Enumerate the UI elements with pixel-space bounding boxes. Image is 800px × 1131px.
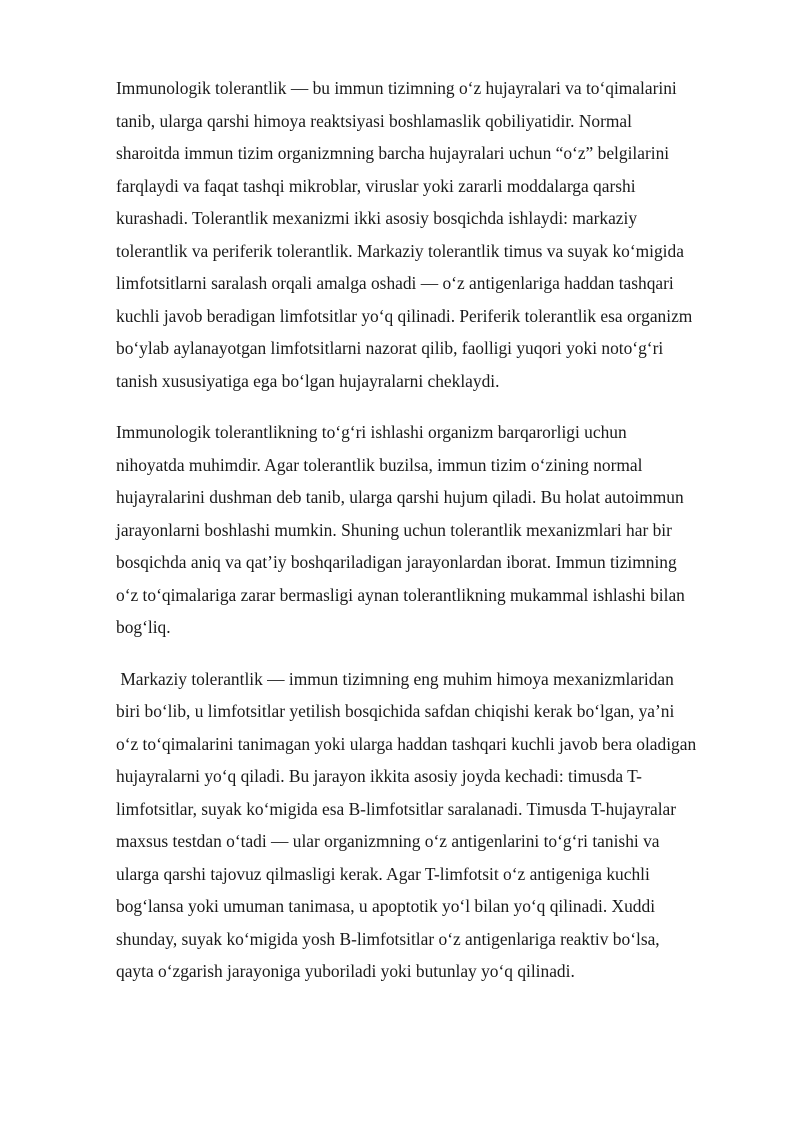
text-line: farqlaydi va faqat tashqi mikroblar, viruslar yoki zararli moddalarga qarshi [116,175,636,196]
text-line: bog‘liq. [116,617,171,637]
text-line: maxsus testdan o‘tadi — ular organizmning o‘z antigenlarini to‘g‘ri tanishi va [116,831,660,851]
text-line: kuchli javob beradigan limfotsitlar yo‘q qilinadi. Periferik tolerantlik esa organizm [116,305,693,326]
paragraph-3 [116,663,748,988]
text-line: hujayralarini dushman deb tanib, ularga qarshi hujum qiladi. Bu holat autoimmun [116,487,684,507]
text-line: limfotsitlarni saralash orqali amalga oshadi — o‘z antigenlariga haddan tashqari [116,273,674,293]
text-line: nihoyatda muhimdir. Agar tolerantlik buzilsa, immun tizim o‘zining normal [116,454,643,475]
text-line: Markaziy tolerantlik — immun tizimning eng muhim himoya mexanizmlaridan [116,668,674,689]
text-line: biri bo‘lib, u limfotsitlar yetilish bosqichida safdan chiqishi kerak bo‘lgan, ya’ni [116,701,675,721]
text-line: ularga qarshi tajovuz qilmasligi kerak. Agar T-limfotsit o‘z antigeniga kuchli [116,863,650,884]
text-line: bog‘lansa yoki umuman tanimasa, u apoptotik yo‘l bilan yo‘q qilinadi. Xuddi [116,896,656,916]
text-line: sharoitda immun tizim organizmning barcha hujayralari uchun “o‘z” belgilarini [116,143,670,163]
text-line: o‘z to‘qimalarini tanimagan yoki ularga haddan tashqari kuchli javob bera oladigan [116,733,697,754]
text-line: tanib, ularga qarshi himoya reaktsiyasi boshlamaslik qobiliyatidir. Normal [116,110,632,131]
text-line: jarayonlarni boshlashi mumkin. Shuning uchun tolerantlik mexanizmlari har bir [116,519,672,540]
text-line: o‘z to‘qimalariga zarar bermasligi aynan tolerantlikning mukammal ishlashi bilan [116,584,685,605]
document-body [116,72,748,1007]
text-line: Immunologik tolerantlikning to‘g‘ri ishlashi organizm barqarorligi uchun [116,422,627,442]
paragraph-1 [116,72,748,397]
text-line: limfotsitlar, suyak ko‘migida esa B-limfotsitlar saralanadi. Timusda T-hujayralar [116,798,677,819]
paragraph-2 [116,416,748,644]
text-line: kurashadi. Tolerantlik mexanizmi ikki asosiy bosqichda ishlaydi: markaziy [116,208,638,228]
text-line: hujayralarni yo‘q qiladi. Bu jarayon ikkita asosiy joyda kechadi: timusda T- [116,766,642,786]
text-line: bo‘ylab aylanayotgan limfotsitlarni nazorat qilib, faolligi yuqori yoki noto‘g‘ri [116,338,664,358]
text-line: Immunologik tolerantlik — bu immun tizimning o‘z hujayralari va to‘qimalarini [116,78,677,98]
text-line: shunday, suyak ko‘migida yosh B-limfotsitlar o‘z antigenlariga reaktiv bo‘lsa, [116,928,660,949]
text-line: qayta o‘zgarish jarayoniga yuboriladi yoki butunlay yo‘q qilinadi. [116,961,575,981]
text-line: bosqichda aniq va qat’iy boshqariladigan jarayonlardan iborat. Immun tizimning [116,552,677,572]
text-line: tanish xususiyatiga ega bo‘lgan hujayralarni cheklaydi. [116,370,500,391]
text-line: tolerantlik va periferik tolerantlik. Markaziy tolerantlik timus va suyak ko‘migida [116,240,684,261]
